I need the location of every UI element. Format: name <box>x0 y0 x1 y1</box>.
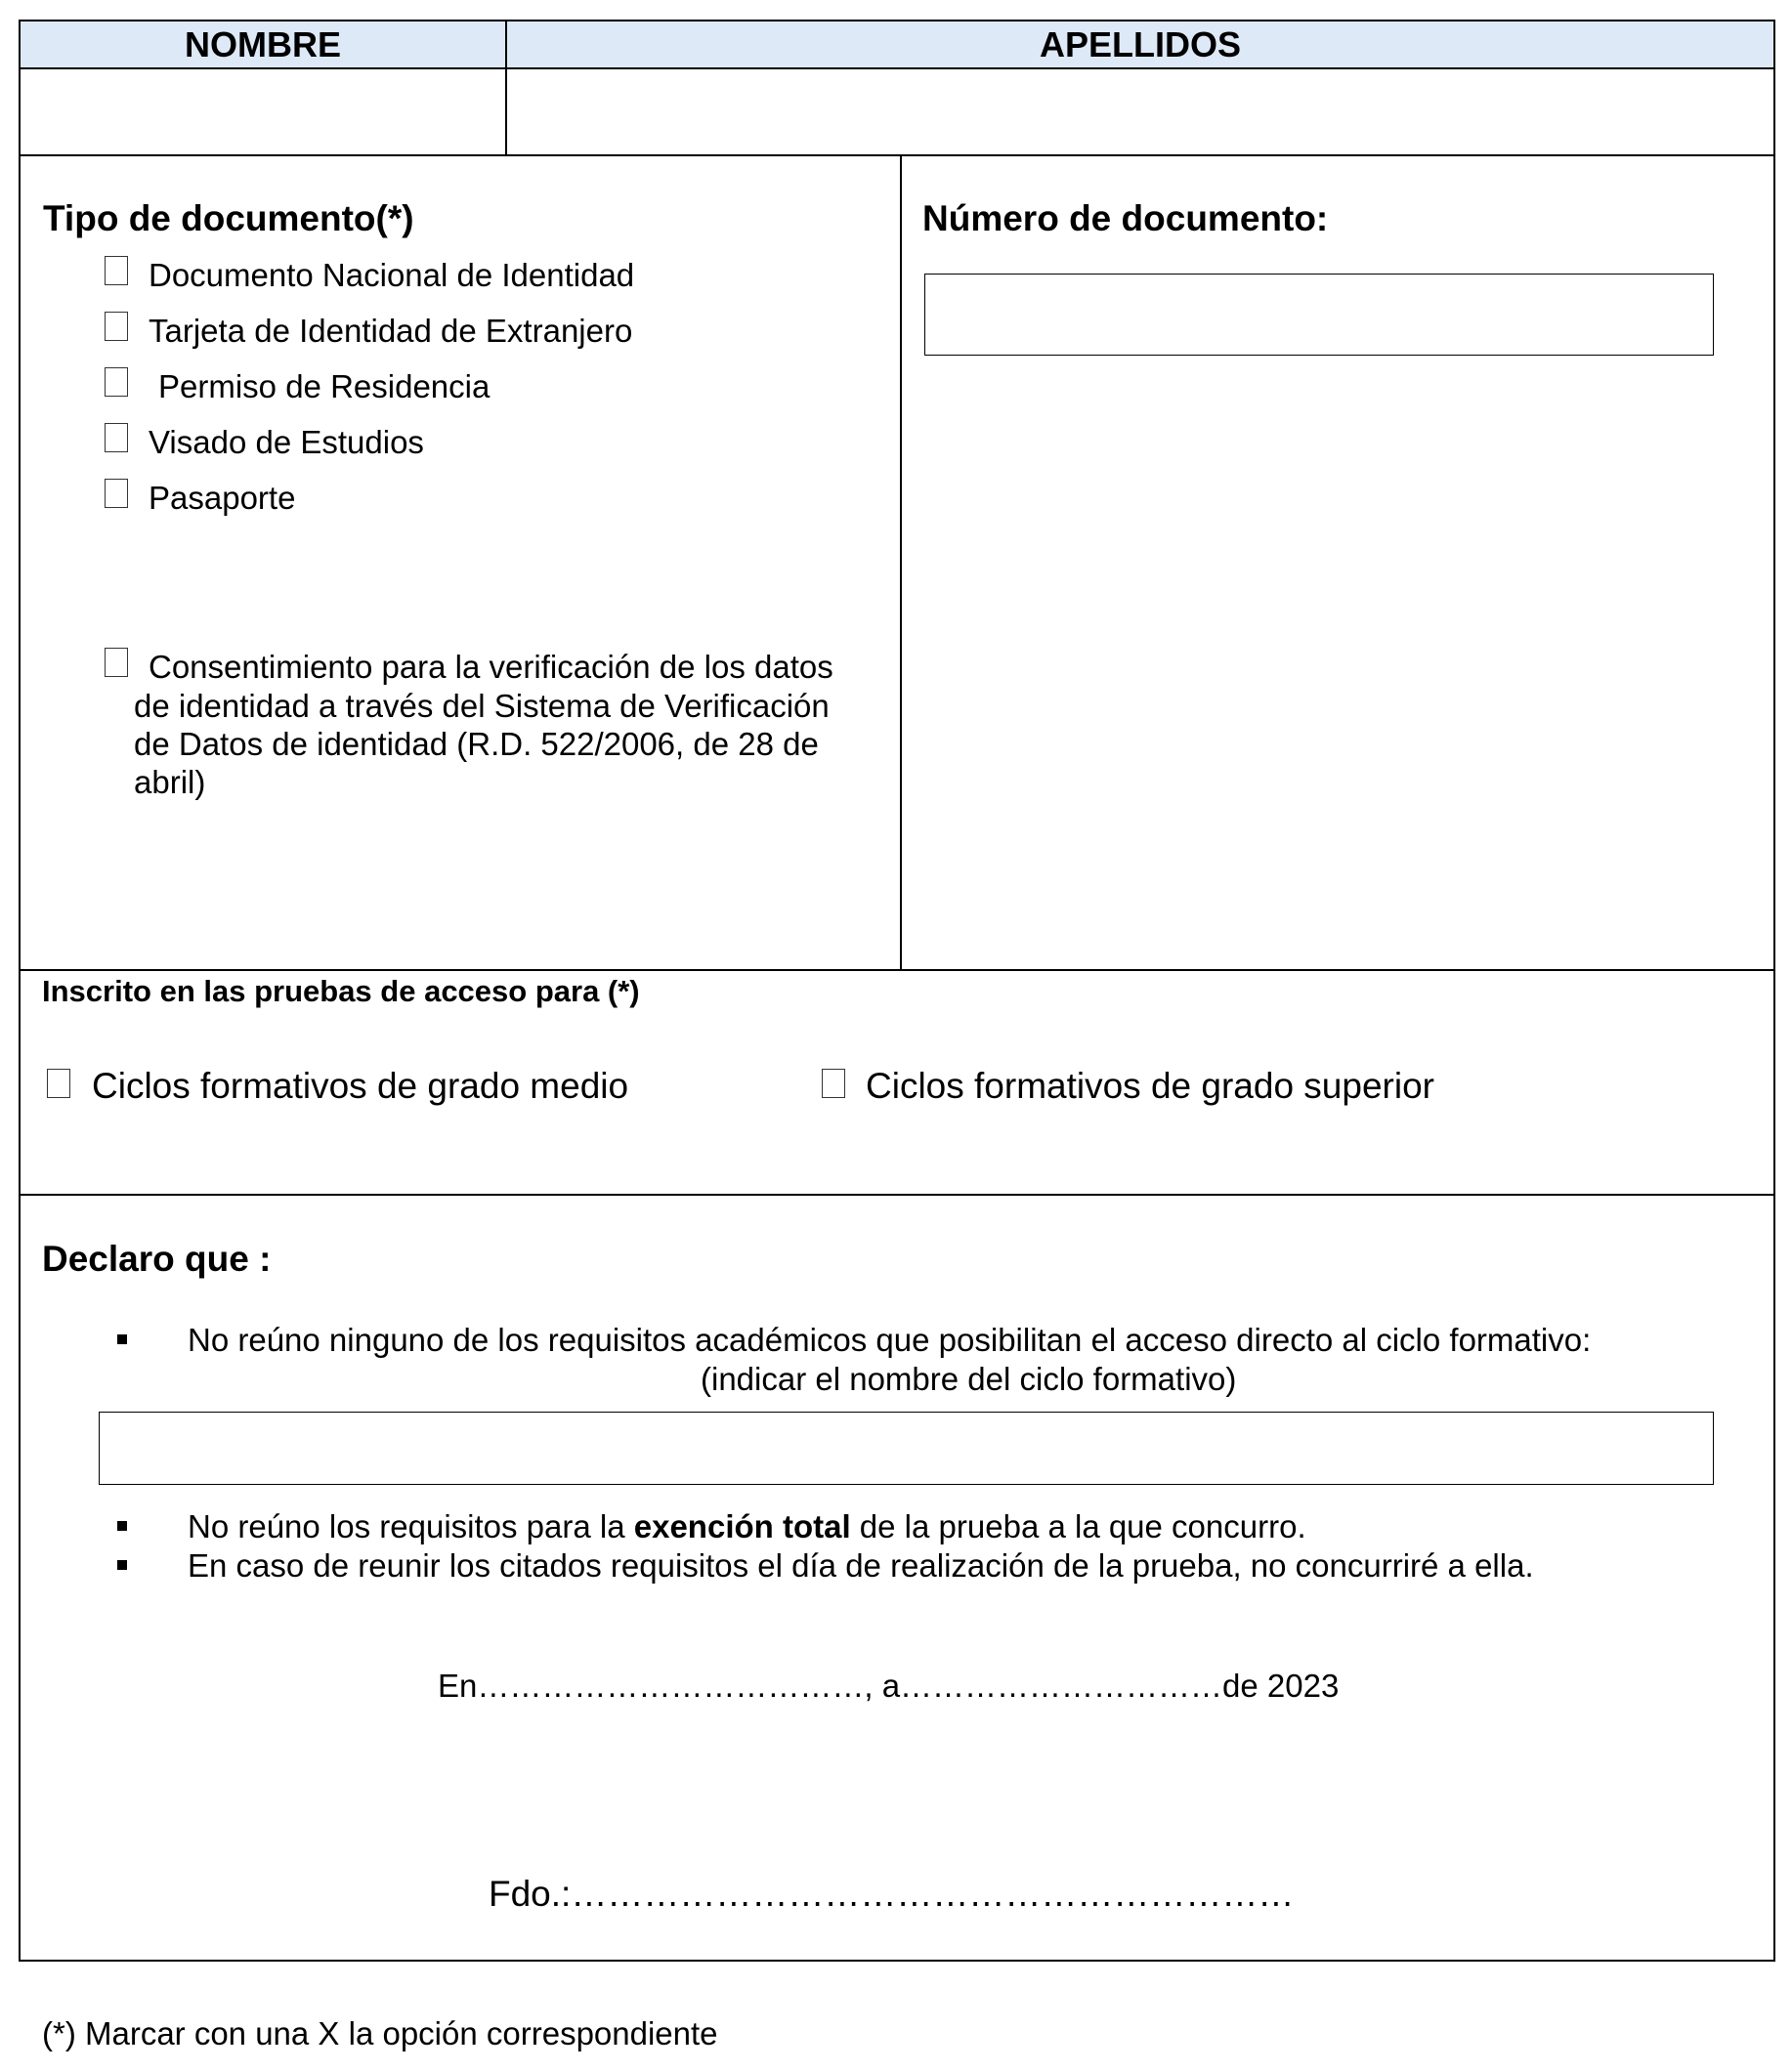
declaro-item-3: En caso de reunir los citados requisitos el día de realización de la prueba, no concurriré a ella. <box>188 1547 1534 1584</box>
nombre-field[interactable] <box>21 69 505 154</box>
checkbox-permiso-residencia[interactable] <box>105 367 128 397</box>
option-grado-superior-label: Ciclos formativos de grado superior <box>866 1066 1434 1106</box>
lugar-fecha-line[interactable]: En………………………………, a…………………………de 2023 <box>438 1668 1340 1704</box>
option-permiso-residencia-label: Permiso de Residencia <box>158 368 491 404</box>
option-visado-estudios-label: Visado de Estudios <box>149 424 424 460</box>
checkbox-pasaporte[interactable] <box>105 479 128 508</box>
declaro-item-2-bold: exención total <box>633 1508 851 1544</box>
option-grado-medio-label: Ciclos formativos de grado medio <box>92 1066 629 1106</box>
declaro-item-1: No reúno ninguno de los requisitos académicos que posibilitan el acceso directo al ciclo formativo: <box>188 1322 1592 1358</box>
option-dni-label: Documento Nacional de Identidad <box>149 257 635 293</box>
declaro-item-1-sub: (indicar el nombre del ciclo formativo) <box>701 1361 1237 1397</box>
checkbox-grado-medio[interactable] <box>47 1069 70 1098</box>
option-pasaporte-label: Pasaporte <box>149 480 296 516</box>
checkbox-tie[interactable] <box>105 312 128 341</box>
bullet-1 <box>117 1334 127 1344</box>
ciclo-formativo-field[interactable] <box>99 1412 1714 1485</box>
footnote: (*) Marcar con una X la opción correspondiente <box>42 2015 718 2051</box>
apellidos-field[interactable] <box>507 69 1773 154</box>
checkbox-consentimiento[interactable] <box>105 648 128 677</box>
consent-text-line-2: de identidad a través del Sistema de Verificación <box>134 688 830 724</box>
bullet-3 <box>117 1560 127 1570</box>
option-tie-label: Tarjeta de Identidad de Extranjero <box>149 313 633 349</box>
consent-text-line-1: Consentimiento para la verificación de los datos <box>149 649 833 685</box>
declaro-item-2-after: de la prueba a la que concurro. <box>850 1508 1306 1544</box>
document-column-divider <box>900 154 902 971</box>
declaro-title: Declaro que : <box>42 1239 272 1279</box>
firma-line[interactable]: Fdo.:…………………………………………………… <box>489 1874 1295 1914</box>
declaro-item-2-before: No reúno los requisitos para la <box>188 1508 634 1544</box>
numero-documento-field[interactable] <box>924 274 1714 356</box>
inscrito-title: Inscrito en las pruebas de acceso para (*) <box>42 974 640 1008</box>
section-divider-2 <box>19 1194 1775 1196</box>
numero-documento-title: Número de documento: <box>922 198 1329 238</box>
section-divider-1 <box>19 969 1775 971</box>
nombre-header: NOMBRE <box>21 21 505 68</box>
checkbox-visado-estudios[interactable] <box>105 423 128 452</box>
checkbox-dni[interactable] <box>105 256 128 285</box>
consent-text-line-3: de Datos de identidad (R.D. 522/2006, de 28 de <box>134 726 819 762</box>
checkbox-grado-superior[interactable] <box>822 1069 845 1098</box>
declaro-item-2 <box>188 1508 1306 1545</box>
consent-text-line-4: abril) <box>134 764 206 800</box>
tipo-documento-title: Tipo de documento(*) <box>43 198 414 238</box>
apellidos-header: APELLIDOS <box>507 21 1773 68</box>
bullet-2 <box>117 1521 127 1531</box>
